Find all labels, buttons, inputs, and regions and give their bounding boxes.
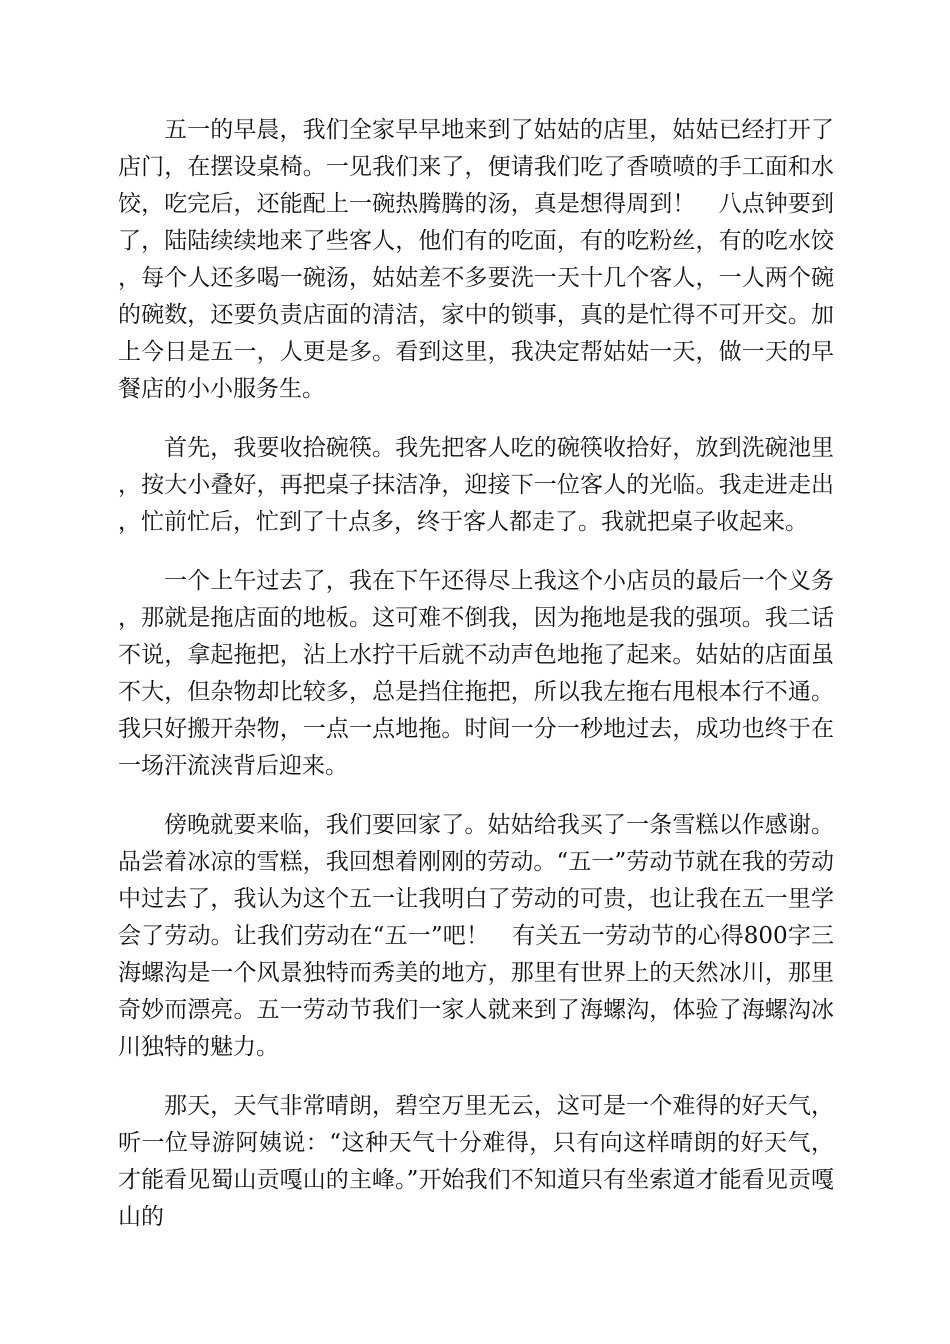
- document-body: [118, 112, 857, 1258]
- paragraph-2: 首先，我要收拾碗筷。我先把客人吃的碗筷收拾好，放到洗碗池里，按大小叠好，再把桌子抹洁净，迎接下一位客人的光临。我走进走出，忙前忙后，忙到了十点多，终于客人都走了。我就把桌子收起来。: [118, 435, 834, 535]
- paragraph-5: 那天，天气非常晴朗，碧空万里无云，这可是一个难得的好天气，听一位导游阿姨说：“这种天气十分难得，只有向这样晴朗的好天气，才能看见蜀山贡嘎山的主峰。”开始我们不知道只有坐索道才能看见贡嘎山的: [118, 1093, 834, 1230]
- paragraph-3: 一个上午过去了，我在下午还得尽上我这个小店员的最后一个义务，那就是拖店面的地板。这可难不倒我，因为拖地是我的强项。我二话不说，拿起拖把，沾上水拧干后就不动声色地拖了起来。姑姑的店面虽不大，但杂物却比较多，总是挡住拖把，所以我左拖右甩根本行不通。我只好搬开杂物，一点一点地拖。时间一分一秒地过去，成功也终于在一场汗流浃背后迎来。: [118, 568, 834, 779]
- paragraph-1: 五一的早晨，我们全家早早地来到了姑姑的店里，姑姑已经打开了店门，在摆设桌椅。一见我们来了，便请我们吃了香喷喷的手工面和水饺，吃完后，还能配上一碗热腾腾的汤，真是想得周到！ 八点钟要到了，陆陆续续地来了些客人，他们有的吃面，有的吃粉丝，有的吃水饺，每个人还多喝一碗汤，姑姑差不多要洗一天十几个客人，一人两个碗的碗数，还要负责店面的清洁，家中的锁事，真的是忙得不可开交。加上今日是五一，人更是多。看到这里，我决定帮姑姑一天，做一天的早餐店的小小服务生。: [118, 117, 834, 402]
- paragraph-4: 傍晚就要来临，我们要回家了。姑姑给我买了一条雪糕以作感谢。品尝着冰凉的雪糕，我回想着刚刚的劳动。“五一”劳动节就在我的劳动中过去了，我认为这个五一让我明白了劳动的可贵，也让我在五一里学会了劳动。让我们劳动在“五一”吧！ 有关五一劳动节的心得800字三 海螺沟是一个风景独特而秀美的地方，那里有世界上的天然冰川，那里奇妙而漂亮。五一劳动节我们一家人就来到了海螺沟，体验了海螺沟冰川独特的魅力。: [118, 812, 857, 1060]
